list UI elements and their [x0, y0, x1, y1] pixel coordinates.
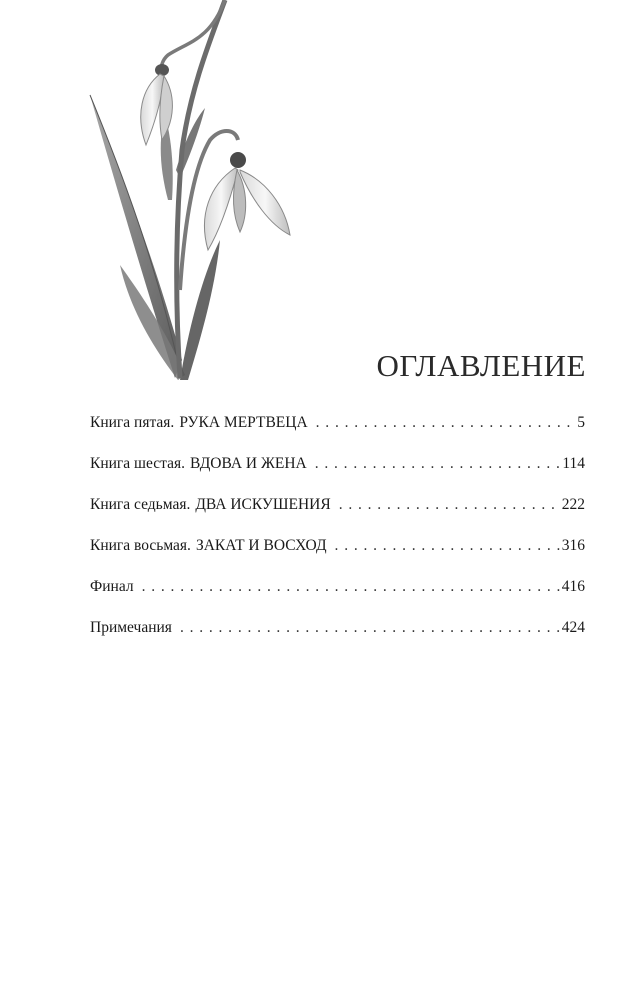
- toc-leader-dots: [142, 578, 560, 596]
- toc-label: [90, 455, 307, 473]
- toc-leader-dots: [180, 619, 560, 637]
- toc-leader-dots: [339, 496, 560, 514]
- toc-book: Книга седьмая.: [90, 496, 191, 513]
- toc-book: Книга шестая.: [90, 455, 185, 472]
- toc-book: Книга восьмая.: [90, 537, 191, 554]
- page-title: ОГЛАВЛЕНИЕ: [376, 348, 586, 383]
- toc-title: ВДОВА И ЖЕНА: [189, 455, 307, 472]
- toc-page-number: 316: [561, 537, 585, 554]
- toc-entry-finale[interactable]: [90, 578, 585, 619]
- toc-list: [90, 414, 585, 660]
- toc-label: [90, 578, 134, 596]
- toc-page-number: 114: [562, 455, 585, 472]
- toc-book: Книга пятая.: [90, 414, 175, 431]
- toc-label: [90, 619, 172, 637]
- toc-entry-book-5[interactable]: [90, 414, 585, 455]
- toc-page-number: 5: [577, 414, 585, 431]
- toc-leader-dots: [335, 537, 560, 555]
- toc-label: [90, 496, 331, 514]
- toc-label: [90, 414, 308, 432]
- snowdrop-illustration-icon: [80, 0, 310, 390]
- toc-page-number: 222: [561, 496, 585, 513]
- toc-page-number: 416: [561, 578, 585, 595]
- toc-title: РУКА МЕРТВЕЦА: [179, 414, 308, 431]
- toc-book: Финал: [90, 578, 134, 595]
- toc-entry-book-8[interactable]: [90, 537, 585, 578]
- toc-leader-dots: [315, 455, 561, 473]
- toc-page-number: 424: [561, 619, 585, 636]
- toc-title: ЗАКАТ И ВОСХОД: [195, 537, 327, 554]
- toc-book: Примечания: [90, 619, 172, 636]
- toc-entry-book-6[interactable]: [90, 455, 585, 496]
- toc-title: ДВА ИСКУШЕНИЯ: [195, 496, 331, 513]
- toc-leader-dots: [316, 414, 576, 432]
- toc-label: [90, 537, 327, 555]
- toc-entry-book-7[interactable]: [90, 496, 585, 537]
- toc-entry-notes[interactable]: [90, 619, 585, 660]
